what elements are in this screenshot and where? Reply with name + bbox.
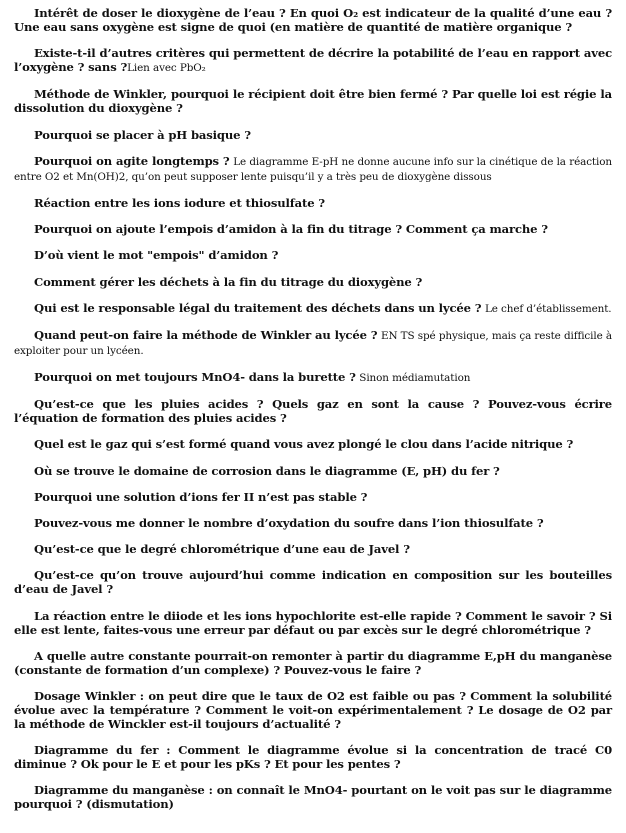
question-22 — [14, 689, 612, 731]
question-text: La réaction entre le diiode et les ions hypochlorite est-elle rapide ? Comment le savoir ? Si elle est lente, faites-vous une erreur par défaut ou par excès sur le degré chlorométrique ? — [14, 608, 612, 637]
question-text: Pourquoi on met toujours MnO4- dans la burette ? — [34, 370, 356, 385]
question-14 — [14, 437, 612, 451]
question-text: Intérêt de doser le dioxygène de l’eau ? En quoi O₂ est indicateur de la qualité d’une eau ? Une eau sans oxygène est signe de quoi (en matière de quantité de matière organique ? — [14, 6, 612, 34]
question-text: Où se trouve le domaine de corrosion dans le diagramme (E, pH) du fer ? — [34, 463, 500, 478]
answer-note: Le chef d’établissement. — [484, 302, 612, 315]
question-text: Quel est le gaz qui s’est formé quand vous avez plongé le clou dans l’acide nitrique ? — [34, 437, 574, 452]
question-text: Qu’est-ce qu’on trouve aujourd’hui comme indication en composition sur les bouteilles d’eau de Javel ? — [14, 568, 612, 597]
question-text: Pouvez-vous me donner le nombre d’oxydation du soufre dans l’ion thiosulfate ? — [34, 516, 544, 530]
question-text: Qu’est-ce que le degré chlorométrique d’une eau de Javel ? — [34, 542, 410, 557]
question-20 — [14, 609, 612, 637]
question-24 — [14, 783, 612, 811]
answer-note: EN TS spé physique, mais ça reste difficile à exploiter pour un lycéen. — [14, 329, 612, 357]
question-13 — [14, 397, 612, 425]
question-12 — [14, 370, 612, 385]
question-text: Pourquoi une solution d’ions fer II n’est pas stable ? — [34, 489, 368, 504]
question-21 — [14, 649, 612, 677]
question-text: Comment gérer les déchets à la fin du titrage du dioxygène ? — [34, 274, 423, 289]
answer-note: Sinon médiamutation — [359, 372, 471, 385]
question-6 — [14, 196, 612, 210]
question-2 — [14, 46, 612, 75]
question-text: Méthode de Winkler, pourquoi le récipient doit être bien fermé ? Par quelle loi est régie la dissolution du dioxygène ? — [14, 87, 612, 116]
question-text: Pourquoi on ajoute l’empois d’amidon à la fin du titrage ? Comment ça marche ? — [34, 222, 548, 237]
answer-note: Lien avec PbO₂ — [127, 62, 206, 75]
question-11 — [14, 328, 612, 358]
question-7 — [14, 222, 612, 236]
question-19 — [14, 568, 612, 596]
question-text: Diagramme du manganèse : on connaît le MnO4- pourtant on le voit pas sur le diagramme pourquoi ? (dismutation) — [14, 783, 612, 812]
answer-note: Le diagramme E-pH ne donne aucune info sur la cinétique de la réaction entre O2 et Mn(OH)2, qu’on peut supposer lente puisqu’il y a très peu de dioxygène dissous — [14, 155, 612, 183]
question-17 — [14, 516, 612, 530]
question-text: Réaction entre les ions iodure et thiosulfate ? — [34, 195, 325, 210]
question-4 — [14, 128, 612, 142]
question-text: Existe-t-il d’autres critères qui permettent de décrire la potabilité de l’eau en rapport avec l’oxygène ? sans ? — [14, 46, 612, 75]
question-text: D’où vient le mot "empois" d’amidon ? — [34, 248, 279, 263]
question-text: Quand peut-on faire la méthode de Winkler au lycée ? — [34, 327, 378, 342]
question-text: Pourquoi se placer à pH basique ? — [34, 127, 251, 142]
document-page — [14, 6, 612, 824]
question-9 — [14, 275, 612, 289]
question-1 — [14, 6, 612, 34]
question-text: Qui est le responsable légal du traitement des déchets dans un lycée ? — [34, 300, 482, 315]
question-text: Qu’est-ce que les pluies acides ? Quels gaz en sont la cause ? Pouvez-vous écrire l’équation de formation des pluies acides ? — [14, 397, 612, 426]
question-text: Dosage Winkler : on peut dire que le taux de O2 est faible ou pas ? Comment la solubilité évolue avec la température ? Comment le voit-on expérimentalement ? Le dosage de O2 par la méthode de Winckler est-il toujours d’actualité ? — [14, 688, 612, 731]
question-23 — [14, 743, 612, 771]
question-16 — [14, 490, 612, 504]
question-text: A quelle autre constante pourrait-on remonter à partir du diagramme E,pH du manganèse (constante de formation d’un complexe) ? Pouvez-vous le faire ? — [14, 648, 612, 677]
question-15 — [14, 464, 612, 478]
question-text: Diagramme du fer : Comment le diagramme évolue si la concentration de tracé C0 diminue ? Ok pour le E et pour les pKs ? Et pour les pentes ? — [14, 743, 612, 772]
question-10 — [14, 301, 612, 316]
question-3 — [14, 87, 612, 115]
question-text: Pourquoi on agite longtemps ? — [34, 153, 230, 168]
question-8 — [14, 248, 612, 262]
question-18 — [14, 542, 612, 556]
question-5 — [14, 154, 612, 184]
